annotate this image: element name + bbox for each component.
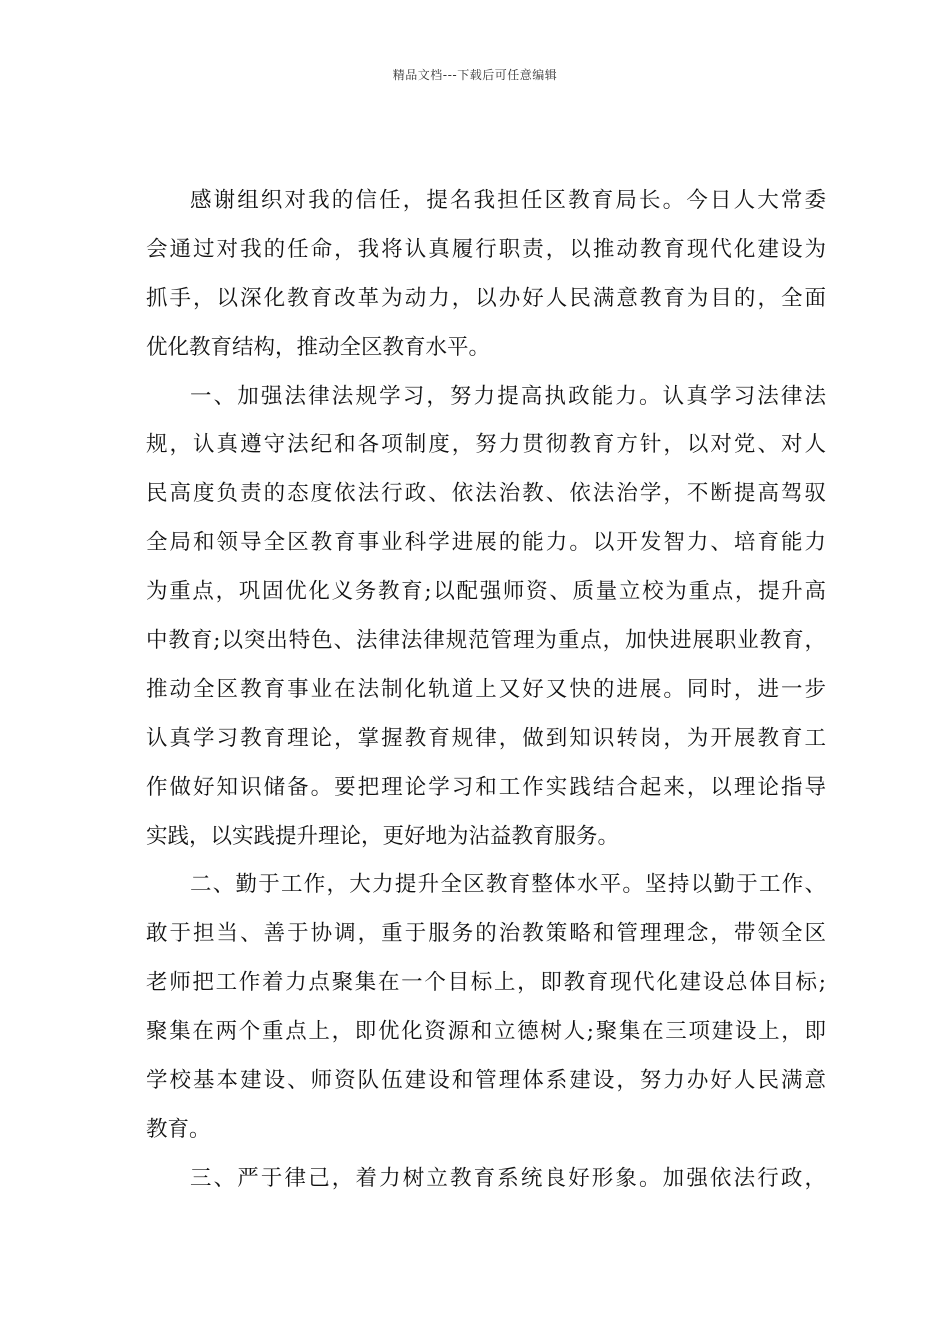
text-line: 民高度负责的态度依法行政、依法治教、依法治学，不断提高驾驭 [146,481,826,507]
page-header: 精品文档---下载后可任意编辑 [392,68,558,82]
paragraph-first-line: 一、加强法律法规学习，努力提高执政能力。认真学习法律法 [190,383,826,409]
text-line: 抓手，以深化教育改革为动力，以办好人民满意教育为目的，全面 [146,285,826,311]
text-line: 规，认真遵守法纪和各项制度，努力贯彻教育方针，以对党、对人 [146,432,826,458]
text-line: 敢于担当、善于协调，重于服务的治教策略和管理理念，带领全区 [146,921,826,947]
text-line: 实践，以实践提升理论，更好地为沾益教育服务。 [146,823,620,849]
text-line: 全局和领导全区教育事业科学进展的能力。以开发智力、培育能力 [146,530,826,556]
document-body [146,181,826,1208]
text-line: 优化教育结构，推动全区教育水平。 [146,334,491,360]
text-line: 推动全区教育事业在法制化轨道上又好又快的进展。同时，进一步 [146,676,826,702]
text-line: 教育。 [146,1116,211,1142]
paragraph-first-line: 感谢组织对我的信任，提名我担任区教育局长。今日人大常委 [190,188,826,213]
text-line: 为重点，巩固优化义务教育;以配强师资、质量立校为重点，提升高 [146,579,826,605]
text-line: 聚集在两个重点上，即优化资源和立德树人;聚集在三项建设上，即 [146,1019,826,1045]
paragraph-first-line: 三、严于律己，着力树立教育系统良好形象。加强依法行政， [190,1165,826,1191]
text-line: 中教育;以突出特色、法律法律规范管理为重点，加快进展职业教育， [146,628,826,654]
text-line: 学校基本建设、师资队伍建设和管理体系建设，努力办好人民满意 [146,1068,826,1094]
paragraph-first-line: 二、勤于工作，大力提升全区教育整体水平。坚持以勤于工作、 [190,872,826,898]
text-line: 会通过对我的任命，我将认真履行职责，以推动教育现代化建设为 [146,236,826,262]
text-line: 老师把工作着力点聚集在一个目标上，即教育现代化建设总体目标; [146,970,826,996]
text-line: 作做好知识储备。要把理论学习和工作实践结合起来，以理论指导 [146,774,826,800]
text-line: 认真学习教育理论，掌握教育规律，做到知识转岗，为开展教育工 [146,725,826,751]
